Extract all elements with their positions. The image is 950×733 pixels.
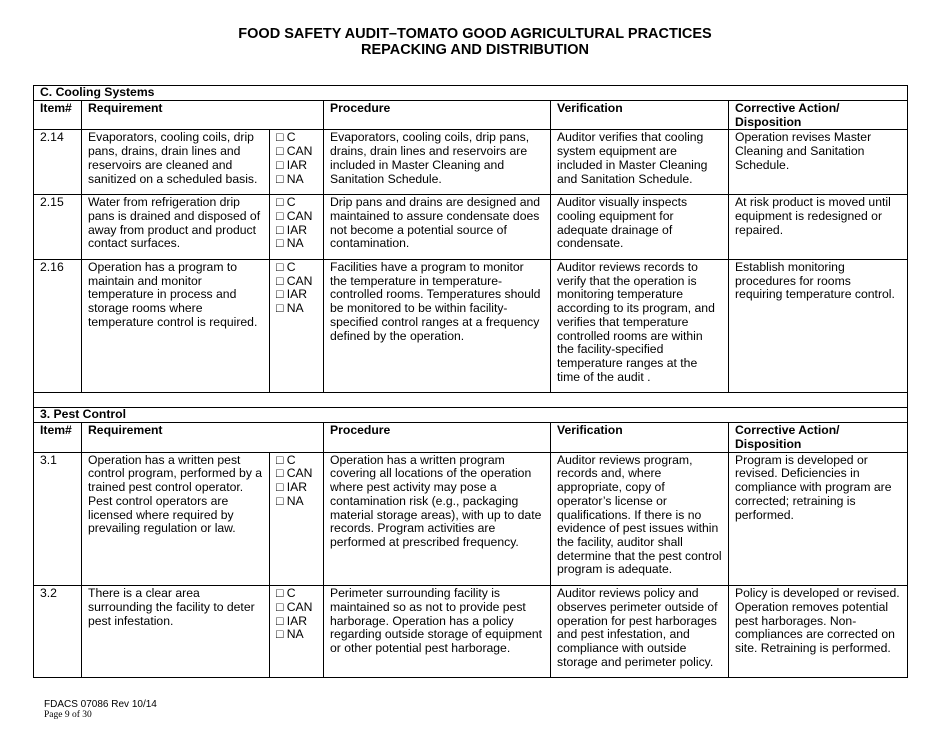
rating-checkbox[interactable]: □ CAN bbox=[276, 466, 313, 481]
rating-checkboxes bbox=[270, 260, 324, 393]
section-title: C. Cooling Systems bbox=[34, 86, 908, 101]
rating-checkboxes bbox=[270, 195, 324, 260]
rating-checkboxes bbox=[270, 130, 324, 195]
rating-checkbox[interactable]: □ NA bbox=[276, 627, 304, 642]
column-header-row bbox=[34, 423, 908, 452]
requirement-text: Evaporators, cooling coils, drip pans, drains, drain lines and reservoirs are cleaned and sanitized on a scheduled basis. bbox=[82, 130, 270, 195]
table-row bbox=[34, 195, 908, 260]
rating-checkbox[interactable]: □ IAR bbox=[276, 222, 308, 237]
section-title-row bbox=[34, 86, 908, 101]
item-number: 3.2 bbox=[34, 586, 82, 678]
item-number: 3.1 bbox=[34, 452, 82, 585]
rating-checkbox[interactable]: □ CAN bbox=[276, 208, 313, 223]
verification-text: Auditor reviews records to verify that the operation is monitoring temperature according to its program, and verifies that temperature controlled rooms are within the facility-specified temperature ranges at the time of the audit . bbox=[551, 260, 729, 393]
rating-checkbox[interactable]: □ CAN bbox=[276, 599, 313, 614]
header-procedure: Procedure bbox=[324, 101, 551, 130]
table-row bbox=[34, 586, 908, 678]
rating-checkbox[interactable]: □ IAR bbox=[276, 480, 308, 495]
header-verification: Verification bbox=[551, 423, 729, 452]
rating-checkbox[interactable]: □ C bbox=[276, 195, 296, 210]
header-procedure: Procedure bbox=[324, 423, 551, 452]
corrective-action-text: Establish monitoring procedures for rooms requiring temperature control. bbox=[729, 260, 908, 393]
audit-table bbox=[33, 85, 908, 678]
verification-text: Auditor visually inspects cooling equipment for adequate drainage of condensate. bbox=[551, 195, 729, 260]
corrective-action-text: Policy is developed or revised. Operation removes potential pest harborages. Non-compliances are corrected on site. Retraining is performed. bbox=[729, 586, 908, 678]
procedure-text: Perimeter surrounding facility is maintained so as not to provide pest harborage. Operation has a policy regarding outside storage of equipment or other potential pest harborage. bbox=[324, 586, 551, 678]
procedure-text: Facilities have a program to monitor the temperature in temperature-controlled rooms. Temperatures should be monitored to be within facility-specified control ranges at a frequency defined by the operation. bbox=[324, 260, 551, 393]
header-corrective-action: Corrective Action/ Disposition bbox=[729, 101, 908, 130]
rating-checkbox[interactable]: □ IAR bbox=[276, 157, 308, 172]
document-title: FOOD SAFETY AUDIT–TOMATO GOOD AGRICULTURAL PRACTICES bbox=[238, 26, 712, 42]
rating-checkbox[interactable]: □ C bbox=[276, 586, 296, 601]
table-row bbox=[34, 452, 908, 585]
verification-text: Auditor reviews policy and observes perimeter outside of operation for pest harborages and pest infestation, and compliance with outside storage and perimeter policy. bbox=[551, 586, 729, 678]
header-item: Item# bbox=[34, 101, 82, 130]
procedure-text: Operation has a written program covering all locations of the operation where pest activity may pose a contamination risk (e.g., packaging material storage areas), with up to date records. Program activities are performed at prescribed frequency. bbox=[324, 452, 551, 585]
item-number: 2.14 bbox=[34, 130, 82, 195]
table-row bbox=[34, 260, 908, 393]
requirement-text: There is a clear area surrounding the facility to deter pest infestation. bbox=[82, 586, 270, 678]
requirement-text: Operation has a program to maintain and monitor temperature in process and storage rooms where temperature control is required. bbox=[82, 260, 270, 393]
header-requirement: Requirement bbox=[82, 101, 324, 130]
header-verification: Verification bbox=[551, 101, 729, 130]
corrective-action-text: At risk product is moved until equipment is redesigned or repaired. bbox=[729, 195, 908, 260]
rating-checkboxes bbox=[270, 586, 324, 678]
corrective-action-text: Operation revises Master Cleaning and Sanitation Schedule. bbox=[729, 130, 908, 195]
rating-checkbox[interactable]: □ IAR bbox=[276, 613, 308, 628]
requirement-text: Operation has a written pest control program, performed by a trained pest control operator. Pest control operators are licensed where required by prevailing regulation or law. bbox=[82, 452, 270, 585]
rating-checkbox[interactable]: □ NA bbox=[276, 171, 304, 186]
rating-checkbox[interactable]: □ NA bbox=[276, 493, 304, 508]
rating-checkbox[interactable]: □ C bbox=[276, 260, 296, 275]
header-corrective-action: Corrective Action/ Disposition bbox=[729, 423, 908, 452]
section-title: 3. Pest Control bbox=[34, 408, 908, 423]
procedure-text: Drip pans and drains are designed and maintained to assure condensate does not become a potential source of contamination. bbox=[324, 195, 551, 260]
verification-text: Auditor reviews program, records and, where appropriate, copy of operator’s license or qualifications. If there is no evidence of pest issues within the facility, auditor shall determine that the pest control program is adequate. bbox=[551, 452, 729, 585]
form-id: FDACS 07086 Rev 10/14 bbox=[44, 699, 157, 710]
rating-checkbox[interactable]: □ CAN bbox=[276, 144, 313, 159]
item-number: 2.15 bbox=[34, 195, 82, 260]
rating-checkbox[interactable]: □ CAN bbox=[276, 273, 313, 288]
requirement-text: Water from refrigeration drip pans is drained and disposed of away from product and product contact surfaces. bbox=[82, 195, 270, 260]
section-title-row bbox=[34, 408, 908, 423]
corrective-action-text: Program is developed or revised. Deficiencies in compliance with program are corrected; retraining is performed. bbox=[729, 452, 908, 585]
rating-checkbox[interactable]: □ IAR bbox=[276, 287, 308, 302]
header-requirement: Requirement bbox=[82, 423, 324, 452]
rating-checkbox[interactable]: □ C bbox=[276, 452, 296, 467]
spacer-cell bbox=[34, 393, 908, 408]
header-item: Item# bbox=[34, 423, 82, 452]
document-subtitle: REPACKING AND DISTRIBUTION bbox=[361, 42, 589, 58]
procedure-text: Evaporators, cooling coils, drip pans, drains, drain lines and reservoirs are included in Master Cleaning and Sanitation Schedule. bbox=[324, 130, 551, 195]
item-number: 2.16 bbox=[34, 260, 82, 393]
rating-checkbox[interactable]: □ C bbox=[276, 130, 296, 145]
table-row bbox=[34, 130, 908, 195]
section-spacer bbox=[34, 393, 908, 408]
column-header-row bbox=[34, 101, 908, 130]
verification-text: Auditor verifies that cooling system equipment are included in Master Cleaning and Sanitation Schedule. bbox=[551, 130, 729, 195]
page-number: Page 9 of 30 bbox=[44, 710, 92, 720]
rating-checkboxes bbox=[270, 452, 324, 585]
rating-checkbox[interactable]: □ NA bbox=[276, 236, 304, 251]
rating-checkbox[interactable]: □ NA bbox=[276, 301, 304, 316]
